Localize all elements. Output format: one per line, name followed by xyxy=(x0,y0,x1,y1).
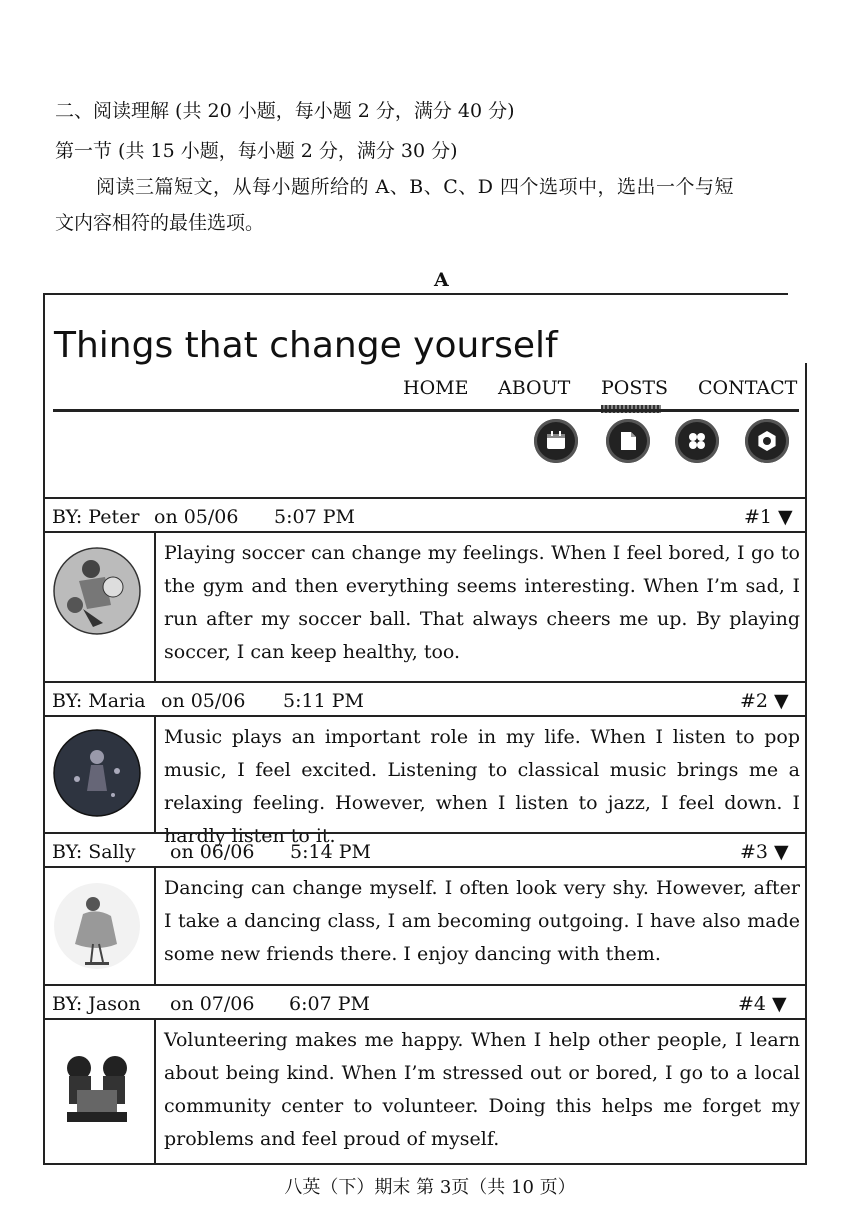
nav-contact[interactable]: CONTACT xyxy=(698,377,798,399)
post-time: 5:14 PM xyxy=(290,841,371,863)
nav-divider xyxy=(53,409,799,412)
post-header xyxy=(43,984,807,1020)
post-author: BY: Peter xyxy=(52,506,140,528)
post-date: on 06/06 xyxy=(170,841,255,863)
post-number[interactable]: #3 ▼ xyxy=(740,841,789,863)
avatar xyxy=(53,882,141,970)
post-author: BY: Maria xyxy=(52,690,146,712)
frame-top-border xyxy=(43,293,788,295)
passage-letter: A xyxy=(434,269,449,291)
post-header xyxy=(43,832,807,868)
post-author: BY: Jason xyxy=(52,993,141,1015)
nav-bar xyxy=(43,377,807,407)
post-header xyxy=(43,497,807,533)
post-body xyxy=(43,531,807,683)
post-body xyxy=(43,715,807,847)
post-number[interactable]: #4 ▼ xyxy=(738,993,787,1015)
avatar-cell xyxy=(43,1020,156,1165)
post-time: 5:11 PM xyxy=(283,690,364,712)
avatar-cell xyxy=(43,717,156,834)
post-date: on 05/06 xyxy=(161,690,246,712)
subsection-title: 第一节 (共 15 小题，每小题 2 分，满分 30 分) xyxy=(55,140,458,162)
avatar xyxy=(53,729,141,817)
avatar-cell xyxy=(43,533,156,683)
nav-about[interactable]: ABOUT xyxy=(498,377,571,399)
section-title: 二、阅读理解 (共 20 小题，每小题 2 分，满分 40 分) xyxy=(55,100,515,122)
post-body xyxy=(43,1018,807,1165)
frame-bottom-border xyxy=(43,1163,807,1165)
calendar-icon[interactable] xyxy=(534,419,578,463)
avatar xyxy=(53,1046,141,1134)
post-text: Volunteering makes me happy. When I help other people, I learn about being kind. When I’m stressed out or bored, I go to a local community center to volunteer. Doing this helps me forget my problems and feel proud of myself. xyxy=(164,1029,800,1150)
post-header xyxy=(43,681,807,717)
nav-posts[interactable]: POSTS xyxy=(601,377,669,399)
site-title: Things that change yourself xyxy=(54,325,558,366)
instruction-line-2: 文内容相符的最佳选项。 xyxy=(55,212,265,234)
post-text: Dancing can change myself. I often look very shy. However, after I take a dancing class, I am becoming outgoing. I have also made some new friends there. I enjoy dancing with them. xyxy=(164,877,800,965)
webpage-frame xyxy=(43,293,807,1165)
instruction-line-1: 阅读三篇短文，从每小题所给的 A、B、C、D 四个选项中，选出一个与短 xyxy=(96,176,735,198)
post-author: BY: Sally xyxy=(52,841,136,863)
post-number[interactable]: #2 ▼ xyxy=(740,690,789,712)
post-date: on 07/06 xyxy=(170,993,255,1015)
document-icon[interactable] xyxy=(606,419,650,463)
settings-icon[interactable] xyxy=(745,419,789,463)
post-text: Playing soccer can change my feelings. When I feel bored, I go to the gym and then everything seems interesting. When I’m sad, I run after my soccer ball. That always cheers me up. By playing soccer, I can keep healthy, too. xyxy=(164,542,800,663)
grid-icon[interactable] xyxy=(675,419,719,463)
avatar xyxy=(53,547,141,635)
post-date: on 05/06 xyxy=(154,506,239,528)
post-time: 5:07 PM xyxy=(274,506,355,528)
page-footer: 八英（下）期末 第 3页（共 10 页） xyxy=(284,1177,576,1198)
avatar-cell xyxy=(43,868,156,986)
post-text: Music plays an important role in my life. When I listen to pop music, I feel excited. Listening to classical music brings me a relaxing feeling. However, when I listen to jazz, I feel down. I hardly listen to it. xyxy=(164,726,800,847)
post-time: 6:07 PM xyxy=(289,993,370,1015)
nav-home[interactable]: HOME xyxy=(403,377,469,399)
post-body xyxy=(43,866,807,986)
post-number[interactable]: #1 ▼ xyxy=(744,506,793,528)
